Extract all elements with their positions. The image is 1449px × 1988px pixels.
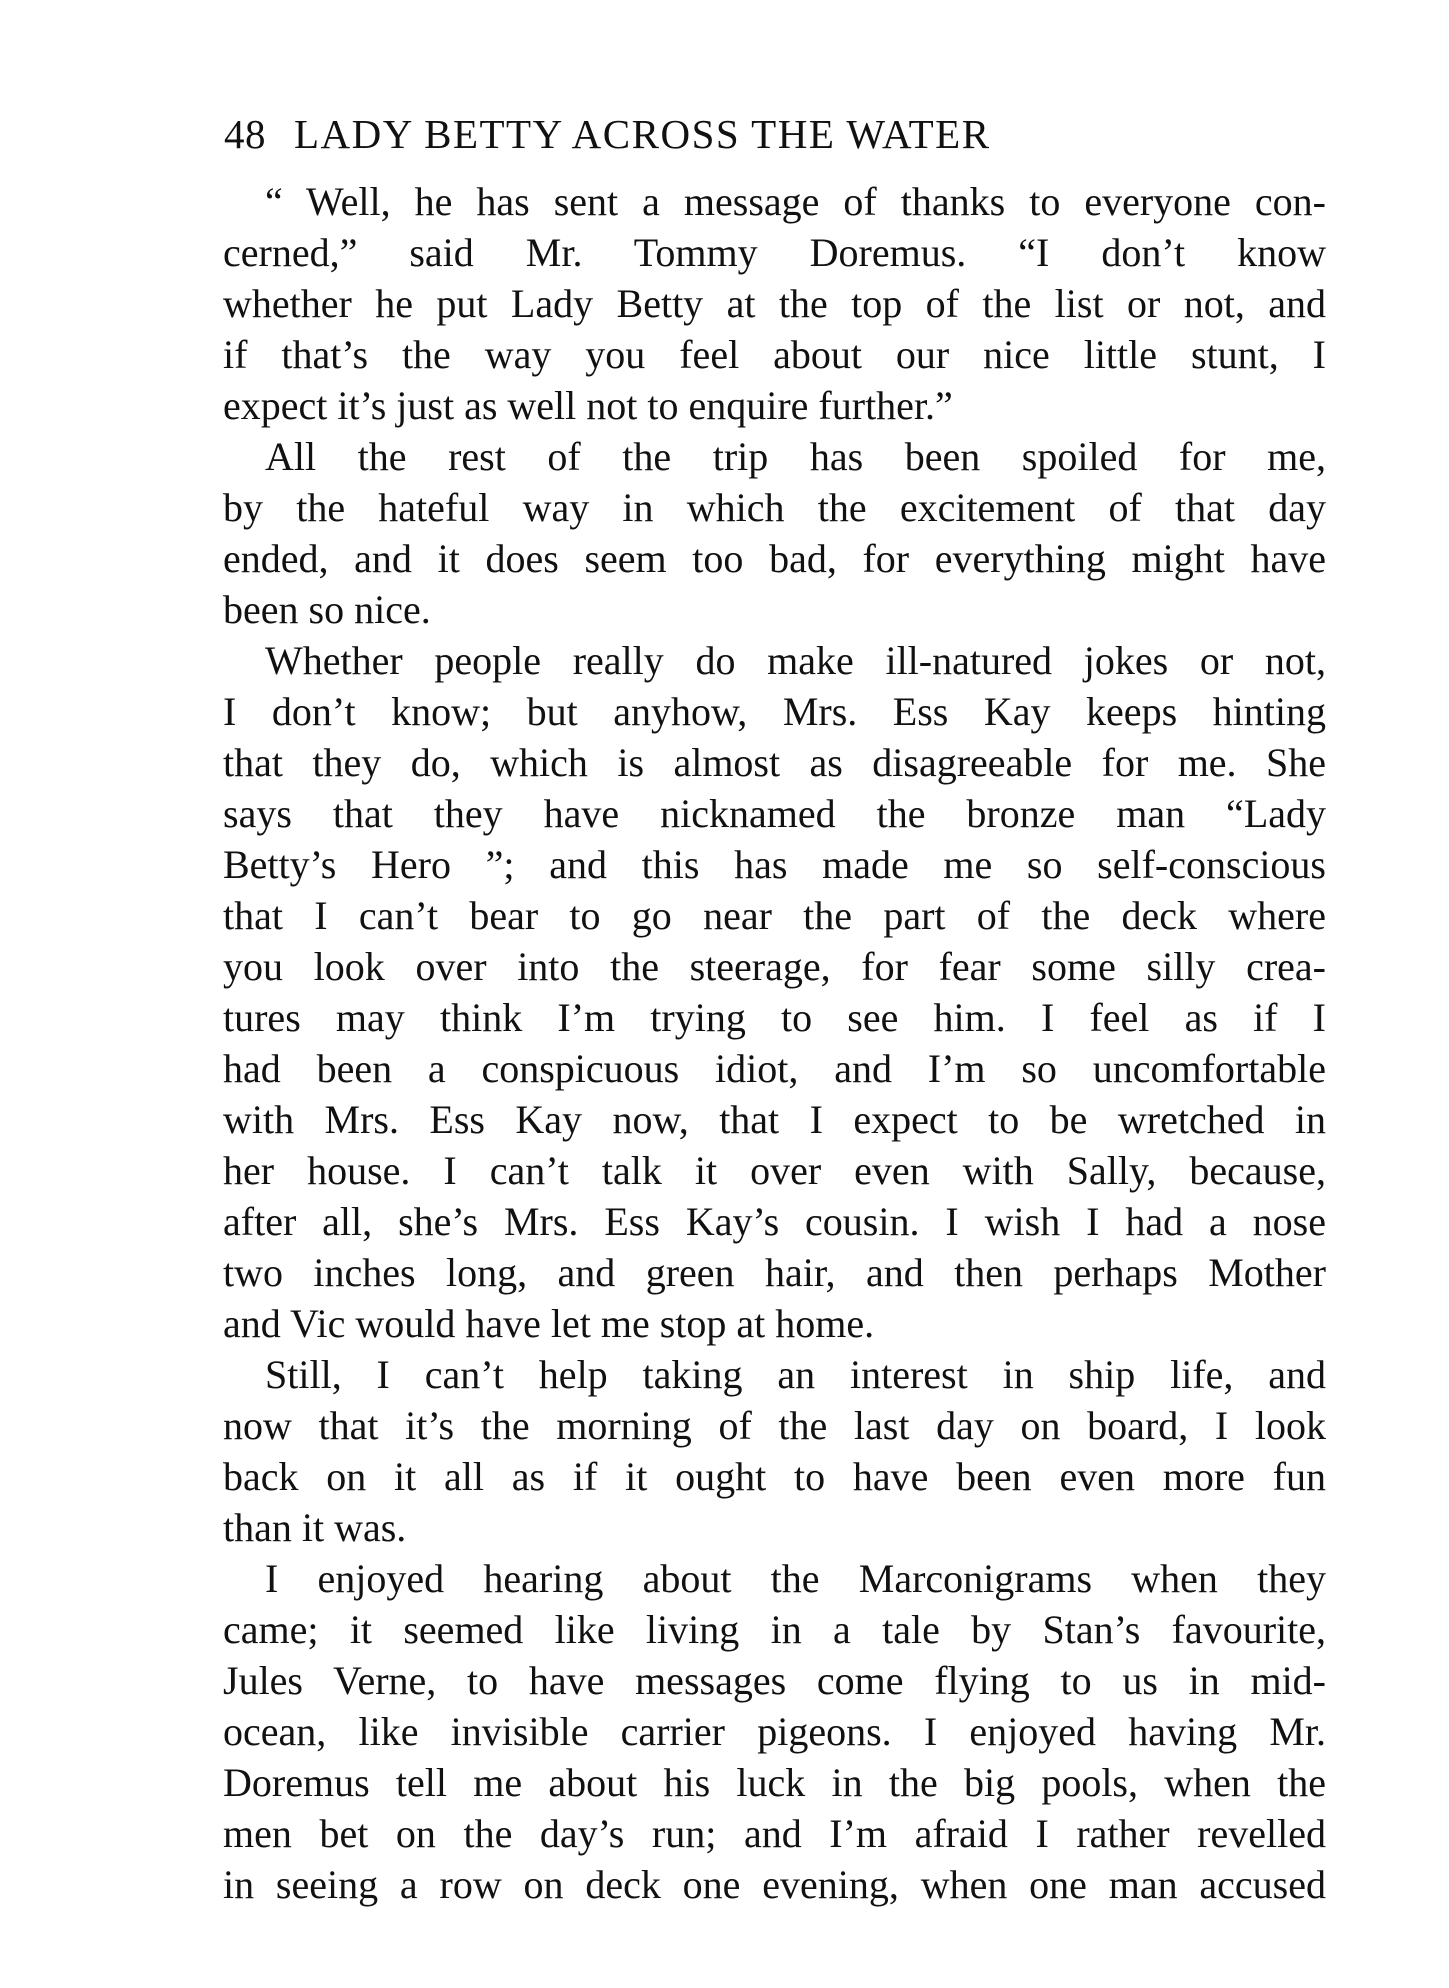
text-line: had been a conspicuous idiot, and I’m so uncomfortable	[223, 1046, 1326, 1091]
body-text	[223, 176, 1326, 1910]
text-line: by the hateful way in which the excitement of that day	[223, 485, 1326, 530]
text-line: Doremus tell me about his luck in the big pools, when the	[223, 1760, 1326, 1805]
text-line: cerned,” said Mr. Tommy Doremus. “I don’t know	[223, 230, 1326, 275]
text-line: Jules Verne, to have messages come flying to us in mid-	[223, 1658, 1326, 1703]
paragraph	[223, 176, 1326, 431]
text-line: and Vic would have let me stop at home.	[223, 1301, 875, 1346]
running-head: LADY BETTY ACROSS THE WATER	[294, 111, 991, 157]
text-line: than it was.	[223, 1505, 407, 1550]
text-line: expect it’s just as well not to enquire further.”	[223, 383, 953, 428]
text-line: that they do, which is almost as disagreeable for me. She	[223, 740, 1326, 785]
text-line: tures may think I’m trying to see him. I feel as if I	[223, 995, 1326, 1040]
text-line: Betty’s Hero ”; and this has made me so self-conscious	[223, 842, 1326, 887]
text-line: whether he put Lady Betty at the top of the list or not, and	[223, 281, 1326, 326]
paragraph	[223, 1553, 1326, 1910]
text-line: now that it’s the morning of the last day on board, I look	[223, 1403, 1326, 1448]
text-line: I don’t know; but anyhow, Mrs. Ess Kay keeps hinting	[223, 689, 1326, 734]
text-line: came; it seemed like living in a tale by Stan’s favourite,	[223, 1607, 1326, 1652]
text-line: “ Well, he has sent a message of thanks to everyone con-	[265, 179, 1326, 224]
text-line: All the rest of the trip has been spoiled for me,	[265, 434, 1326, 479]
paragraph	[223, 431, 1326, 635]
text-line: says that they have nicknamed the bronze man “Lady	[223, 791, 1326, 836]
text-line: ocean, like invisible carrier pigeons. I enjoyed having Mr.	[223, 1709, 1326, 1754]
text-line: men bet on the day’s run; and I’m afraid I rather revelled	[223, 1811, 1326, 1856]
text-line: if that’s the way you feel about our nice little stunt, I	[223, 332, 1326, 377]
text-line: I enjoyed hearing about the Marconigrams when they	[265, 1556, 1326, 1601]
text-line: in seeing a row on deck one evening, when one man accused	[223, 1862, 1326, 1907]
text-line: ended, and it does seem too bad, for everything might have	[223, 536, 1326, 581]
text-line: after all, she’s Mrs. Ess Kay’s cousin. I wish I had a nose	[223, 1199, 1326, 1244]
paragraph	[223, 1349, 1326, 1553]
page-header	[224, 104, 1234, 164]
text-line: her house. I can’t talk it over even with Sally, because,	[223, 1148, 1326, 1193]
paragraph	[223, 635, 1326, 1349]
text-line: Whether people really do make ill-natured jokes or not,	[265, 638, 1326, 683]
text-line: you look over into the steerage, for fear some silly crea-	[223, 944, 1326, 989]
text-line: back on it all as if it ought to have been even more fun	[223, 1454, 1326, 1499]
text-line: been so nice.	[223, 587, 431, 632]
text-line: two inches long, and green hair, and then perhaps Mother	[223, 1250, 1326, 1295]
text-line: that I can’t bear to go near the part of the deck where	[223, 893, 1326, 938]
text-line: Still, I can’t help taking an interest in ship life, and	[265, 1352, 1326, 1397]
page-number: 48	[224, 111, 266, 157]
text-line: with Mrs. Ess Kay now, that I expect to be wretched in	[223, 1097, 1326, 1142]
